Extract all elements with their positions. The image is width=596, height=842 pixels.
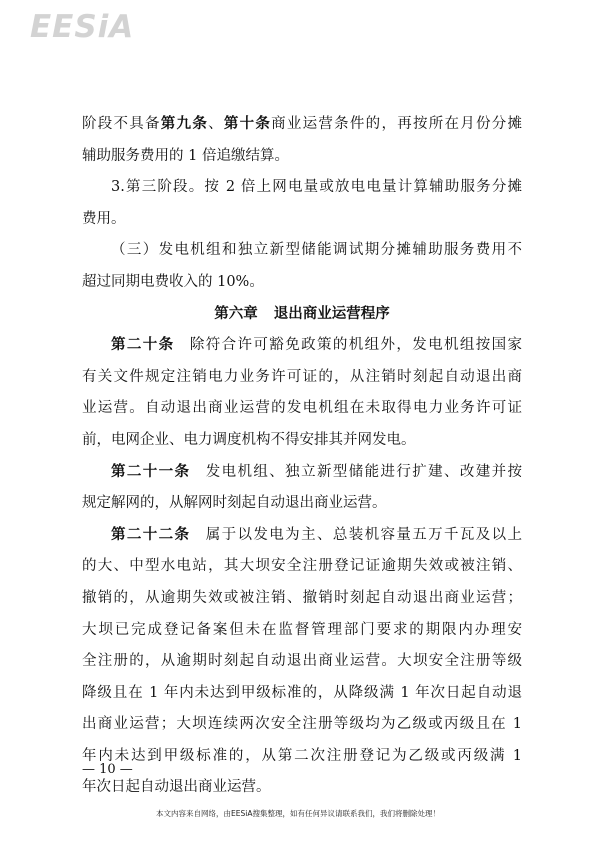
text-line: 辅助服务费用的 1 倍追缴结算。 [82,147,289,164]
text-line: 有关文件规定注销电力业务许可证的，从注销时刻起自动退出商 [82,368,522,385]
text-line: 业运营。自动退出商业运营的发电机组在未取得电力业务许可证 [82,400,522,417]
chapter-heading: 第六章 退出商业运营程序 [214,305,390,322]
article-21-first-line: 第二十一条 发电机组、独立新型储能进行扩建、改建并按 [111,463,523,480]
footer-disclaimer: 本文内容来自网络，由EESiA搜集整理，如有任何异议请联系我们，我们将删除处理！ [156,809,440,818]
text-line: 年内未达到甲级标准的，从第二次注册登记为乙级或丙级满 1 [82,747,522,764]
text-line: （三）发电机组和独立新型储能调试期分摊辅助服务费用不 [111,242,522,259]
text-line: 阶段不具备第九条、第十条商业运营条件的，再按所在月份分摊 [82,116,523,132]
article-21-title: 第二十一条 [111,463,191,480]
document-body [82,109,522,804]
article-22-title: 第二十二条 [111,526,191,543]
article-22-first-line: 第二十二条 属于以发电为主、总装机容量五万千瓦及以上 [111,526,523,543]
text-line: 降级且在 1 年内未达到甲级标准的，从降级满 1 年次日起自动退 [82,684,522,701]
article-20-first-line: 第二十条 除符合许可豁免政策的机组外，发电机组按国家 [111,337,523,354]
text-line: 规定解网的，从解网时刻起自动退出商业运营。 [82,495,387,512]
eesia-logo: EESiA [30,9,135,45]
text-line: 撤销的，从逾期失效或被注销、撤销时刻起自动退出商业运营； [82,589,522,606]
article-20-title: 第二十条 [111,337,175,354]
text-line: 3.第三阶段。按 2 倍上网电量或放电电量计算辅助服务分摊 [111,179,522,196]
text-line: 费用。 [82,210,126,227]
page-number: — 10 — [82,762,133,777]
text-line: 大坝已完成登记备案但未在监督管理部门要求的期限内办理安 [82,621,522,638]
text-line: 超过同期电费收入的 10%。 [82,273,264,290]
text-line: 全注册的，从逾期时刻起自动退出商业运营。大坝安全注册等级 [82,653,522,670]
text-line: 年次日起自动退出商业运营。 [82,779,271,796]
text-line: 的大、中型水电站，其大坝安全注册登记证逾期失效或被注销、 [82,558,522,575]
text-line: 出商业运营；大坝连续两次安全注册等级均为乙级或丙级且在 1 [82,716,522,733]
text-line: 前，电网企业、电力调度机构不得安排其并网发电。 [82,431,416,448]
